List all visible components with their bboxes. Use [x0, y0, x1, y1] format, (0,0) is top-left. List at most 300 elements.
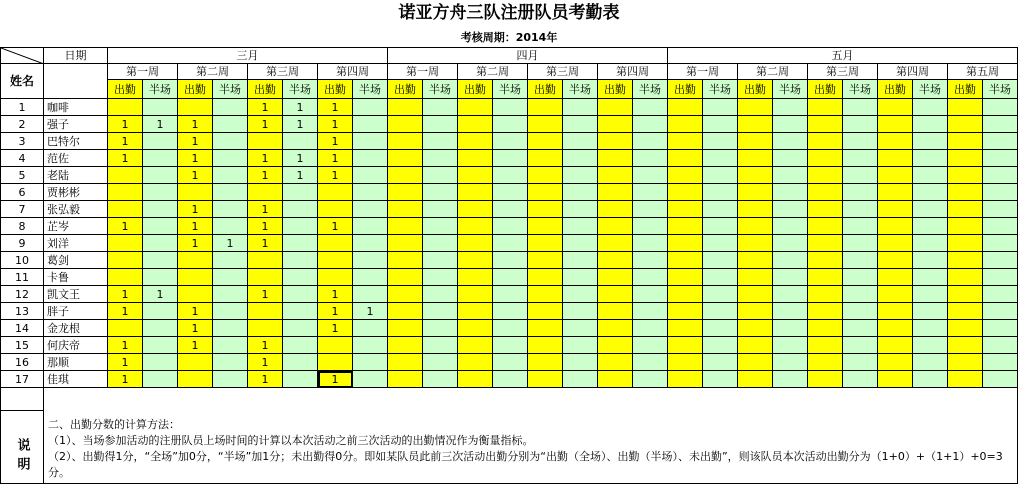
half-cell[interactable]: [213, 218, 248, 235]
half-cell[interactable]: [563, 320, 598, 337]
half-cell[interactable]: [283, 252, 318, 269]
attend-cell[interactable]: [318, 354, 353, 371]
attend-cell[interactable]: [668, 184, 703, 201]
attend-cell[interactable]: [808, 133, 843, 150]
attend-cell[interactable]: [458, 235, 493, 252]
half-cell[interactable]: [353, 167, 388, 184]
half-cell[interactable]: [843, 201, 878, 218]
attend-cell[interactable]: [318, 337, 353, 354]
attend-cell[interactable]: [318, 201, 353, 218]
half-cell[interactable]: [913, 235, 948, 252]
attend-cell[interactable]: [178, 286, 213, 303]
attend-cell[interactable]: [948, 286, 983, 303]
attend-cell[interactable]: 1: [248, 286, 283, 303]
attend-cell[interactable]: [528, 252, 563, 269]
attend-cell[interactable]: 1: [178, 320, 213, 337]
half-cell[interactable]: [493, 337, 528, 354]
half-cell[interactable]: [773, 133, 808, 150]
half-cell[interactable]: [283, 133, 318, 150]
half-cell[interactable]: [423, 371, 458, 388]
attend-cell[interactable]: [458, 354, 493, 371]
attend-cell[interactable]: [458, 320, 493, 337]
half-cell[interactable]: [843, 337, 878, 354]
attend-cell[interactable]: [248, 252, 283, 269]
half-cell[interactable]: [773, 150, 808, 167]
half-cell[interactable]: [283, 218, 318, 235]
attend-cell[interactable]: 1: [178, 337, 213, 354]
attend-cell[interactable]: [948, 303, 983, 320]
attend-cell[interactable]: 1: [318, 133, 353, 150]
half-cell[interactable]: [913, 252, 948, 269]
half-cell[interactable]: [423, 303, 458, 320]
half-cell[interactable]: [983, 269, 1018, 286]
attend-cell[interactable]: [948, 235, 983, 252]
attend-cell[interactable]: [878, 354, 913, 371]
half-cell[interactable]: [983, 201, 1018, 218]
half-cell[interactable]: [633, 201, 668, 218]
half-cell[interactable]: [143, 320, 178, 337]
attend-cell[interactable]: [598, 150, 633, 167]
attend-cell[interactable]: [458, 252, 493, 269]
half-cell[interactable]: [633, 99, 668, 116]
attend-cell[interactable]: [108, 235, 143, 252]
attend-cell[interactable]: [668, 116, 703, 133]
half-cell[interactable]: [913, 167, 948, 184]
attend-cell[interactable]: [458, 303, 493, 320]
attend-cell[interactable]: [528, 337, 563, 354]
attend-cell[interactable]: [598, 235, 633, 252]
half-cell[interactable]: [773, 201, 808, 218]
attend-cell[interactable]: [738, 269, 773, 286]
half-cell[interactable]: [563, 354, 598, 371]
attend-cell[interactable]: [668, 218, 703, 235]
attend-cell[interactable]: [598, 99, 633, 116]
attend-cell[interactable]: [528, 150, 563, 167]
half-cell[interactable]: [913, 303, 948, 320]
half-cell[interactable]: [913, 286, 948, 303]
half-cell[interactable]: [353, 337, 388, 354]
half-cell[interactable]: [423, 201, 458, 218]
attend-cell[interactable]: 1: [108, 354, 143, 371]
attend-cell[interactable]: [528, 184, 563, 201]
half-cell[interactable]: [493, 252, 528, 269]
attend-cell[interactable]: [388, 218, 423, 235]
attend-cell[interactable]: 1: [318, 150, 353, 167]
attend-cell[interactable]: [808, 235, 843, 252]
half-cell[interactable]: [843, 371, 878, 388]
half-cell[interactable]: [633, 269, 668, 286]
half-cell[interactable]: [913, 133, 948, 150]
attend-cell[interactable]: [668, 252, 703, 269]
half-cell[interactable]: [843, 252, 878, 269]
half-cell[interactable]: [773, 235, 808, 252]
half-cell[interactable]: [493, 269, 528, 286]
attend-cell[interactable]: [598, 218, 633, 235]
attend-cell[interactable]: [948, 99, 983, 116]
attend-cell[interactable]: [738, 354, 773, 371]
half-cell[interactable]: 1: [143, 286, 178, 303]
half-cell[interactable]: [913, 116, 948, 133]
attend-cell[interactable]: [598, 167, 633, 184]
half-cell[interactable]: [633, 371, 668, 388]
attend-cell[interactable]: [388, 184, 423, 201]
half-cell[interactable]: [773, 167, 808, 184]
attend-cell[interactable]: [668, 354, 703, 371]
attend-cell[interactable]: [948, 201, 983, 218]
attend-cell[interactable]: [248, 303, 283, 320]
attend-cell[interactable]: 1: [248, 218, 283, 235]
attend-cell[interactable]: [598, 320, 633, 337]
attend-cell[interactable]: [878, 116, 913, 133]
half-cell[interactable]: [143, 371, 178, 388]
attend-cell[interactable]: [668, 320, 703, 337]
attend-cell[interactable]: [668, 371, 703, 388]
attend-cell[interactable]: [108, 184, 143, 201]
attend-cell[interactable]: 1: [178, 116, 213, 133]
half-cell[interactable]: [283, 184, 318, 201]
half-cell[interactable]: [913, 150, 948, 167]
attend-cell[interactable]: [528, 269, 563, 286]
attend-cell[interactable]: [318, 184, 353, 201]
attend-cell[interactable]: [178, 99, 213, 116]
attend-cell[interactable]: [808, 337, 843, 354]
half-cell[interactable]: [703, 218, 738, 235]
attend-cell[interactable]: [528, 133, 563, 150]
attend-cell[interactable]: [738, 252, 773, 269]
half-cell[interactable]: [493, 167, 528, 184]
attend-cell[interactable]: [458, 201, 493, 218]
half-cell[interactable]: [843, 269, 878, 286]
half-cell[interactable]: [353, 252, 388, 269]
half-cell[interactable]: [983, 320, 1018, 337]
attend-cell[interactable]: [808, 269, 843, 286]
half-cell[interactable]: [773, 337, 808, 354]
attend-cell[interactable]: [738, 235, 773, 252]
attend-cell[interactable]: [458, 184, 493, 201]
attend-cell[interactable]: [598, 286, 633, 303]
attend-cell[interactable]: [388, 150, 423, 167]
attend-cell[interactable]: [668, 235, 703, 252]
half-cell[interactable]: [703, 167, 738, 184]
attend-cell[interactable]: [738, 167, 773, 184]
half-cell[interactable]: [423, 99, 458, 116]
attend-cell[interactable]: [948, 116, 983, 133]
attend-cell[interactable]: [878, 150, 913, 167]
attend-cell[interactable]: [738, 303, 773, 320]
half-cell[interactable]: [143, 99, 178, 116]
attend-cell[interactable]: 1: [248, 337, 283, 354]
attend-cell[interactable]: [598, 337, 633, 354]
attend-cell[interactable]: [528, 116, 563, 133]
half-cell[interactable]: [633, 116, 668, 133]
attend-cell[interactable]: 1: [108, 218, 143, 235]
half-cell[interactable]: [353, 133, 388, 150]
attend-cell[interactable]: [108, 269, 143, 286]
attend-cell[interactable]: [528, 167, 563, 184]
half-cell[interactable]: [143, 354, 178, 371]
attend-cell[interactable]: [248, 320, 283, 337]
attend-cell[interactable]: [598, 201, 633, 218]
half-cell[interactable]: [703, 235, 738, 252]
half-cell[interactable]: [983, 337, 1018, 354]
attend-cell[interactable]: [878, 252, 913, 269]
attend-cell[interactable]: [668, 150, 703, 167]
attend-cell[interactable]: 1: [178, 303, 213, 320]
attend-cell[interactable]: 1: [108, 116, 143, 133]
half-cell[interactable]: [353, 99, 388, 116]
half-cell[interactable]: [703, 354, 738, 371]
attend-cell[interactable]: [388, 320, 423, 337]
half-cell[interactable]: [283, 320, 318, 337]
attend-cell[interactable]: 1: [248, 201, 283, 218]
attend-cell[interactable]: [808, 184, 843, 201]
half-cell[interactable]: [213, 252, 248, 269]
half-cell[interactable]: [283, 269, 318, 286]
half-cell[interactable]: [493, 371, 528, 388]
half-cell[interactable]: [773, 320, 808, 337]
half-cell[interactable]: [143, 252, 178, 269]
attend-cell[interactable]: [388, 201, 423, 218]
half-cell[interactable]: [633, 133, 668, 150]
half-cell[interactable]: [423, 218, 458, 235]
attend-cell[interactable]: 1: [318, 99, 353, 116]
half-cell[interactable]: [143, 201, 178, 218]
half-cell[interactable]: [563, 184, 598, 201]
half-cell[interactable]: [353, 218, 388, 235]
half-cell[interactable]: [423, 354, 458, 371]
attend-cell[interactable]: 1: [108, 286, 143, 303]
attend-cell[interactable]: 1: [108, 133, 143, 150]
half-cell[interactable]: [283, 286, 318, 303]
attend-cell[interactable]: [808, 354, 843, 371]
half-cell[interactable]: [493, 184, 528, 201]
attend-cell[interactable]: [458, 99, 493, 116]
attend-cell[interactable]: [948, 320, 983, 337]
half-cell[interactable]: [703, 133, 738, 150]
half-cell[interactable]: [353, 201, 388, 218]
attend-cell[interactable]: 1: [248, 235, 283, 252]
half-cell[interactable]: [703, 184, 738, 201]
attend-cell[interactable]: 1: [178, 167, 213, 184]
attend-cell[interactable]: [738, 99, 773, 116]
half-cell[interactable]: [983, 303, 1018, 320]
half-cell[interactable]: [493, 354, 528, 371]
half-cell[interactable]: [703, 320, 738, 337]
half-cell[interactable]: [983, 252, 1018, 269]
attend-cell[interactable]: [178, 269, 213, 286]
half-cell[interactable]: [633, 303, 668, 320]
half-cell[interactable]: [843, 303, 878, 320]
attend-cell[interactable]: [808, 303, 843, 320]
attend-cell[interactable]: 1: [318, 218, 353, 235]
half-cell[interactable]: [563, 235, 598, 252]
half-cell[interactable]: [843, 184, 878, 201]
attend-cell[interactable]: [458, 371, 493, 388]
half-cell[interactable]: [703, 286, 738, 303]
attend-cell[interactable]: [668, 99, 703, 116]
attend-cell[interactable]: 1: [248, 116, 283, 133]
attend-cell[interactable]: [318, 269, 353, 286]
attend-cell[interactable]: [458, 116, 493, 133]
half-cell[interactable]: [843, 116, 878, 133]
attend-cell[interactable]: [388, 303, 423, 320]
half-cell[interactable]: [633, 184, 668, 201]
attend-cell[interactable]: [948, 252, 983, 269]
attend-cell[interactable]: [878, 286, 913, 303]
attend-cell[interactable]: [528, 286, 563, 303]
half-cell[interactable]: [143, 269, 178, 286]
half-cell[interactable]: [493, 150, 528, 167]
attend-cell[interactable]: [458, 269, 493, 286]
half-cell[interactable]: [563, 150, 598, 167]
half-cell[interactable]: [703, 337, 738, 354]
half-cell[interactable]: [493, 320, 528, 337]
half-cell[interactable]: [983, 218, 1018, 235]
half-cell[interactable]: [213, 99, 248, 116]
half-cell[interactable]: [563, 201, 598, 218]
half-cell[interactable]: [843, 235, 878, 252]
attend-cell[interactable]: [598, 184, 633, 201]
attend-cell[interactable]: [668, 167, 703, 184]
attend-cell[interactable]: [528, 303, 563, 320]
attend-cell[interactable]: [948, 269, 983, 286]
attend-cell[interactable]: [178, 354, 213, 371]
attend-cell[interactable]: [388, 235, 423, 252]
half-cell[interactable]: [983, 354, 1018, 371]
attend-cell[interactable]: 1: [248, 150, 283, 167]
attend-cell[interactable]: [738, 150, 773, 167]
half-cell[interactable]: [213, 167, 248, 184]
half-cell[interactable]: [353, 184, 388, 201]
half-cell[interactable]: [913, 337, 948, 354]
attend-cell[interactable]: [878, 337, 913, 354]
attend-cell[interactable]: [948, 354, 983, 371]
half-cell[interactable]: [493, 218, 528, 235]
half-cell[interactable]: [213, 269, 248, 286]
half-cell[interactable]: [773, 252, 808, 269]
half-cell[interactable]: [843, 150, 878, 167]
half-cell[interactable]: [983, 99, 1018, 116]
half-cell[interactable]: [493, 286, 528, 303]
attend-cell[interactable]: 1: [318, 371, 353, 388]
attend-cell[interactable]: [528, 235, 563, 252]
half-cell[interactable]: [213, 320, 248, 337]
half-cell[interactable]: [983, 184, 1018, 201]
attend-cell[interactable]: [738, 337, 773, 354]
attend-cell[interactable]: [388, 371, 423, 388]
attend-cell[interactable]: [948, 371, 983, 388]
attend-cell[interactable]: 1: [318, 303, 353, 320]
half-cell[interactable]: [913, 320, 948, 337]
half-cell[interactable]: [703, 303, 738, 320]
half-cell[interactable]: 1: [283, 150, 318, 167]
attend-cell[interactable]: [878, 371, 913, 388]
half-cell[interactable]: [493, 201, 528, 218]
half-cell[interactable]: [563, 371, 598, 388]
attend-cell[interactable]: 1: [178, 150, 213, 167]
attend-cell[interactable]: [948, 218, 983, 235]
half-cell[interactable]: [633, 320, 668, 337]
attend-cell[interactable]: 1: [108, 371, 143, 388]
attend-cell[interactable]: [808, 167, 843, 184]
half-cell[interactable]: [353, 354, 388, 371]
attend-cell[interactable]: 1: [318, 167, 353, 184]
attend-cell[interactable]: [248, 184, 283, 201]
half-cell[interactable]: [843, 320, 878, 337]
half-cell[interactable]: [913, 354, 948, 371]
attend-cell[interactable]: [458, 218, 493, 235]
attend-cell[interactable]: 1: [178, 218, 213, 235]
attend-cell[interactable]: [458, 133, 493, 150]
half-cell[interactable]: [983, 286, 1018, 303]
attend-cell[interactable]: [808, 252, 843, 269]
half-cell[interactable]: [423, 133, 458, 150]
attend-cell[interactable]: 1: [248, 167, 283, 184]
half-cell[interactable]: [143, 167, 178, 184]
half-cell[interactable]: 1: [353, 303, 388, 320]
attend-cell[interactable]: [528, 201, 563, 218]
attend-cell[interactable]: [318, 235, 353, 252]
half-cell[interactable]: [213, 150, 248, 167]
half-cell[interactable]: [563, 303, 598, 320]
half-cell[interactable]: [143, 235, 178, 252]
attend-cell[interactable]: [808, 218, 843, 235]
half-cell[interactable]: [983, 116, 1018, 133]
attend-cell[interactable]: [808, 150, 843, 167]
half-cell[interactable]: [283, 371, 318, 388]
attend-cell[interactable]: [738, 184, 773, 201]
half-cell[interactable]: [143, 218, 178, 235]
attend-cell[interactable]: 1: [248, 99, 283, 116]
attend-cell[interactable]: [948, 337, 983, 354]
half-cell[interactable]: [563, 167, 598, 184]
attend-cell[interactable]: [598, 133, 633, 150]
attend-cell[interactable]: [528, 320, 563, 337]
attend-cell[interactable]: [458, 150, 493, 167]
attend-cell[interactable]: [808, 99, 843, 116]
half-cell[interactable]: [633, 218, 668, 235]
half-cell[interactable]: [773, 303, 808, 320]
half-cell[interactable]: [493, 303, 528, 320]
half-cell[interactable]: [423, 286, 458, 303]
attend-cell[interactable]: 1: [318, 320, 353, 337]
half-cell[interactable]: [213, 116, 248, 133]
attend-cell[interactable]: [738, 371, 773, 388]
attend-cell[interactable]: 1: [248, 371, 283, 388]
half-cell[interactable]: [143, 303, 178, 320]
attend-cell[interactable]: [808, 371, 843, 388]
attend-cell[interactable]: [388, 354, 423, 371]
half-cell[interactable]: [773, 354, 808, 371]
attend-cell[interactable]: [248, 269, 283, 286]
half-cell[interactable]: [633, 286, 668, 303]
attend-cell[interactable]: [948, 167, 983, 184]
half-cell[interactable]: [213, 201, 248, 218]
half-cell[interactable]: [213, 371, 248, 388]
half-cell[interactable]: 1: [143, 116, 178, 133]
half-cell[interactable]: [913, 218, 948, 235]
attend-cell[interactable]: [878, 201, 913, 218]
half-cell[interactable]: [283, 303, 318, 320]
half-cell[interactable]: [773, 184, 808, 201]
half-cell[interactable]: [493, 116, 528, 133]
attend-cell[interactable]: [878, 133, 913, 150]
attend-cell[interactable]: [598, 354, 633, 371]
half-cell[interactable]: [493, 133, 528, 150]
attend-cell[interactable]: 1: [318, 286, 353, 303]
half-cell[interactable]: [213, 184, 248, 201]
half-cell[interactable]: [703, 150, 738, 167]
